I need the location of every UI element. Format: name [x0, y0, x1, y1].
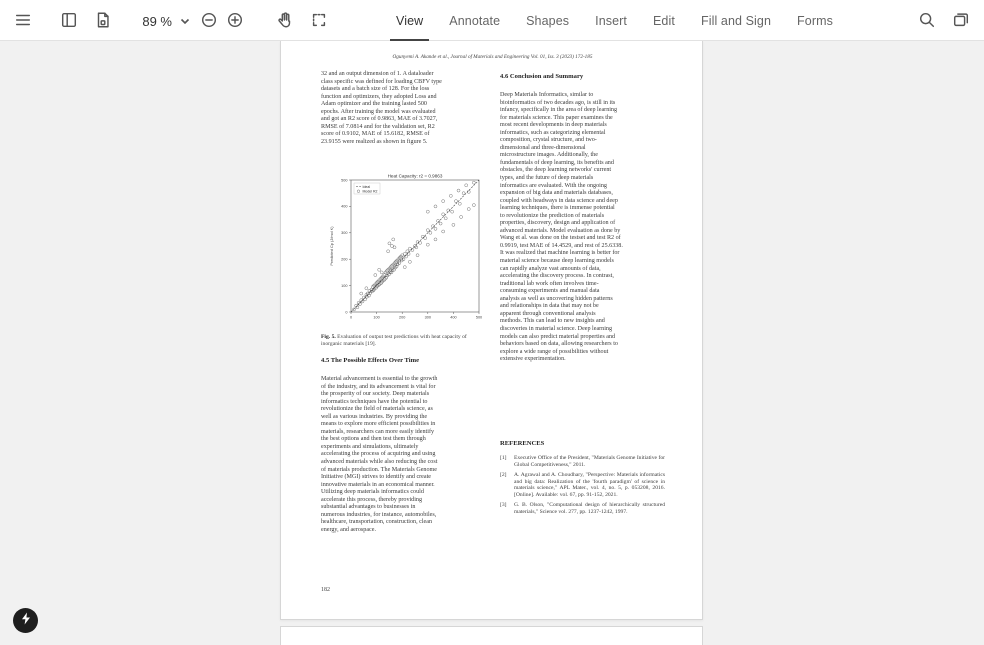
search-icon[interactable] — [917, 10, 937, 30]
pan-hand-icon[interactable] — [275, 10, 295, 30]
data-point — [388, 242, 391, 245]
text-line: RMSE of 7.0814 and for the validation set, R2 — [321, 123, 435, 130]
text-line: score of 0.9102, MAE of 15.6182, RMSE of — [321, 131, 430, 138]
x-tick-label: 400 — [450, 315, 457, 320]
data-point — [393, 246, 396, 249]
text-line: substantial advantages to businesses in — [321, 504, 416, 511]
text-line: models can also predict material properties and — [500, 333, 616, 340]
data-point — [434, 227, 437, 230]
figure-caption-text: Evaluation of output test predictions with heat capacity of inorganic materials [19]. — [321, 334, 467, 347]
text-line: coupled with headways in data science and deep — [500, 197, 618, 204]
text-line: numerous industries, for instance, automobiles, — [321, 511, 437, 518]
data-point — [374, 274, 377, 277]
text-line: healthcare, transportation, construction, clean — [321, 519, 432, 526]
text-line: 23.9155 were realized as shown in figure 5. — [321, 138, 428, 145]
data-point — [378, 268, 381, 271]
assistant-button[interactable] — [13, 608, 38, 633]
data-point — [416, 254, 419, 257]
reference-item: [1] Executive Office of the President, "Materials Genome Initiative for Global Competitiveness," 2011. — [500, 455, 665, 468]
references-list — [500, 455, 665, 519]
data-point — [454, 200, 457, 203]
text-line: expansion of big data and materials databases, — [500, 190, 613, 197]
y-axis-label: Predicted Cp (J/mol K) — [329, 226, 334, 266]
zoom-level: 89 % — [142, 13, 172, 29]
text-line: accelerating the process of acquiring and using — [321, 451, 436, 458]
running-head: Ogunyemi A. Akande et al., Journal of Materials and Engineering Vol. 01, Iss. 3 (2023) 172-185 — [392, 54, 593, 60]
text-line: informatics techniques have the potential to — [321, 398, 428, 405]
text-line: accelerating the discovery process. In contrast, — [500, 273, 614, 280]
data-point — [434, 205, 437, 208]
references-heading: REFERENCES — [500, 440, 545, 447]
text-line: explore a wide range of possibilities without — [500, 348, 609, 355]
data-point — [392, 238, 395, 241]
reference-item: [2] A. Agrawal and A. Choudhary, "Perspective: Materials informatics and big data: Realization of the 'fourth paradigm' of science in materials science," APL Mater., vol. 4, no. 5, p. 053208, 2016. [Online]. Available: vol. 67, pp. 91-152, 2021. — [500, 471, 665, 499]
data-point — [451, 210, 454, 213]
data-point — [472, 204, 475, 207]
data-point — [472, 181, 475, 184]
y-tick-label: 500 — [341, 178, 348, 183]
text-line: types, and the future of deep materials — [500, 175, 594, 182]
zoom-in-icon[interactable] — [225, 10, 245, 30]
text-line: can rapidly analyze vast amounts of data, — [500, 265, 601, 272]
tab-shapes[interactable]: Shapes — [526, 13, 570, 28]
select-icon[interactable] — [309, 10, 329, 30]
figure-caption-label: Fig. 5. — [321, 334, 336, 340]
text-line: behaviors based on data, allowing researchers to — [500, 341, 618, 348]
text-line: composition, crystal structure, and two- — [500, 137, 597, 144]
lightning-icon — [20, 612, 32, 630]
tab-insert[interactable]: Insert — [595, 13, 627, 28]
x-tick-label: 500 — [475, 315, 483, 320]
text-line: advanced materials. Model evaluation as done by — [500, 227, 621, 234]
data-point — [387, 250, 390, 253]
mode-tabs — [396, 0, 859, 41]
text-line: properties, discovery, design and application of — [500, 220, 616, 227]
figure-caption — [321, 334, 486, 348]
text-line: traditional lab work often involves time- — [500, 280, 599, 287]
text-line: epochs. After training the model was evaluated — [321, 108, 436, 115]
text-line: accelerate this process, thereby providing — [321, 496, 423, 503]
page-number: 182 — [321, 587, 330, 593]
text-line: extensive experimentation. — [500, 356, 566, 363]
text-line: dimensional and three-dimensional — [500, 144, 586, 151]
text-line: It was realized that machine learning is better for — [500, 250, 620, 257]
text-line: 0.9919, test MAE of 14.4529, and rest of 25.6338. — [500, 242, 623, 249]
data-point — [429, 231, 432, 234]
text-line: and got an R2 score of 0.9863, MAE of 3.7027, — [321, 116, 438, 123]
x-tick-label: 200 — [399, 315, 406, 320]
text-line: well as various industries. By providing the — [321, 413, 428, 420]
data-point — [460, 215, 463, 218]
text-line: Utilizing deep materials informatics could — [321, 489, 424, 496]
text-line: infancy, specifically in the area of deep learning — [500, 107, 618, 114]
menu-icon[interactable] — [13, 10, 33, 30]
text-line: and relationships in data that may not be — [500, 303, 599, 310]
data-point — [426, 243, 429, 246]
sidebar-icon[interactable] — [59, 10, 79, 30]
chevron-down-icon — [180, 14, 190, 29]
tab-fill-and-sign[interactable]: Fill and Sign — [700, 13, 772, 28]
text-line: 32 and an output dimension of 1. A dataloader — [321, 71, 434, 77]
text-line: innovative materials in an economical manner. — [321, 481, 435, 488]
data-point — [465, 184, 468, 187]
y-tick-label: 400 — [341, 204, 348, 209]
text-line: of the industry, and its advancement is vital for — [321, 383, 436, 390]
legend-item-model: Model R2 — [362, 189, 378, 194]
data-point — [419, 241, 422, 244]
reference-item: [3] G. B. Olson, "Computational design of hierarchically structured materials," Science vol. 277, pp. 1237-1242, 1997. — [500, 502, 665, 515]
text-line: analysis as well as uncovering hidden patterns — [500, 295, 613, 302]
left-column-body — [321, 376, 486, 534]
data-point — [458, 202, 461, 205]
tab-forms[interactable]: Forms — [797, 13, 833, 28]
text-line: bioinformatics of two decades ago, is still in its — [500, 99, 616, 106]
data-point — [426, 229, 429, 232]
text-line: consuming experiments and manual data — [500, 288, 600, 295]
text-line: Adam optimizer and the training lasted 500 — [321, 101, 427, 108]
y-tick-label: 0 — [345, 310, 348, 315]
x-tick-label: 100 — [373, 315, 380, 320]
text-line: Deep Materials Informatics, similar to — [500, 92, 594, 98]
text-line: apparent through conventional analysis — [500, 310, 596, 317]
data-point — [439, 222, 442, 225]
y-tick-label: 200 — [341, 257, 348, 262]
text-line: discoveries in material science. Deep learning — [500, 325, 613, 332]
text-line: of materials production. The Materials Genome — [321, 466, 437, 473]
text-line: most recent developments in deep materials — [500, 122, 607, 129]
file-icon[interactable] — [93, 10, 113, 30]
data-point — [452, 223, 455, 226]
zoom-select[interactable] — [139, 10, 194, 32]
data-point — [449, 194, 452, 197]
left-column-intro — [321, 71, 486, 146]
text-line: the prosperity of our society. Deep materials — [321, 391, 430, 398]
document-page — [280, 41, 703, 620]
text-line: material science because deep learning models — [500, 258, 614, 265]
text-line: for materials science. This paper examines the — [500, 114, 613, 121]
data-point — [353, 308, 356, 311]
text-line: energy, and aerospace. — [321, 526, 376, 533]
data-point — [365, 287, 368, 290]
windows-icon[interactable] — [951, 10, 971, 30]
chart-title: Heat Capacity: r2 = 0.9863 — [387, 173, 443, 179]
text-line: Initiative (MGI) strives to identify and create — [321, 474, 431, 481]
y-tick-label: 100 — [341, 283, 348, 288]
x-tick-label: 0 — [349, 315, 353, 320]
tab-view[interactable]: View — [396, 0, 423, 41]
data-point — [360, 292, 363, 295]
toolbar — [0, 0, 984, 41]
figure-5 — [321, 172, 486, 332]
zoom-out-icon[interactable] — [199, 10, 219, 30]
text-line: experiments and simulations, ultimately — [321, 443, 419, 450]
right-column-body — [500, 92, 665, 364]
text-line: the best options and then test them through — [321, 436, 426, 443]
text-line: fundamentals of deep learning, its benefits and — [500, 159, 614, 166]
data-point — [426, 210, 429, 213]
data-point — [442, 230, 445, 233]
section-heading-4-5: 4.5 The Possible Effects Over Time — [321, 357, 420, 364]
scatter-chart — [321, 172, 486, 332]
data-point — [408, 260, 411, 263]
legend-item-ideal: Ideal — [362, 184, 371, 189]
text-line: Material advancement is essential to the growth — [321, 376, 438, 382]
y-tick-label: 300 — [341, 231, 348, 236]
text-line: microstructure images. Additionally, the — [500, 152, 598, 159]
text-line: means to explore more efficient possibilities in — [321, 421, 436, 428]
data-point — [403, 266, 406, 269]
text-line: datasets and a batch size of 128. For the loss — [321, 86, 430, 93]
tab-edit[interactable]: Edit — [653, 13, 675, 28]
text-line: to revolutionize the prediction of materials — [500, 212, 605, 219]
x-tick-label: 300 — [424, 315, 431, 320]
text-line: obstacles, the deep learning networks' current — [500, 167, 612, 174]
text-line: advanced materials while also reducing the cost — [321, 459, 438, 466]
data-point — [467, 208, 470, 211]
text-line: informatics, such as categorizing elemental — [500, 129, 606, 136]
data-point — [380, 271, 383, 274]
text-line: informatics are evaluated. With the ongoing — [500, 182, 607, 189]
text-line: materials, researchers can more easily identify — [321, 428, 435, 435]
data-point — [462, 192, 465, 195]
data-point — [434, 238, 437, 241]
data-point — [424, 237, 427, 240]
text-line: class specific was defined for loading CBFV type — [321, 78, 442, 85]
text-line: learning techniques, there is immense potential — [500, 205, 615, 212]
text-line: methods. This can lead to new insights and — [500, 318, 605, 325]
section-heading-4-6: 4.6 Conclusion and Summary — [500, 73, 584, 80]
data-point — [442, 213, 445, 216]
next-page-edge — [280, 626, 703, 645]
tab-annotate[interactable]: Annotate — [449, 13, 501, 28]
data-point — [457, 189, 460, 192]
text-line: function and optimizers, they adopted Loss and — [321, 93, 437, 100]
text-line: Wang et al. was done on the testset and test R2 of — [500, 235, 621, 242]
data-point — [444, 217, 447, 220]
data-point — [442, 200, 445, 203]
text-line: revolutionize the field of materials science, as — [321, 406, 433, 413]
